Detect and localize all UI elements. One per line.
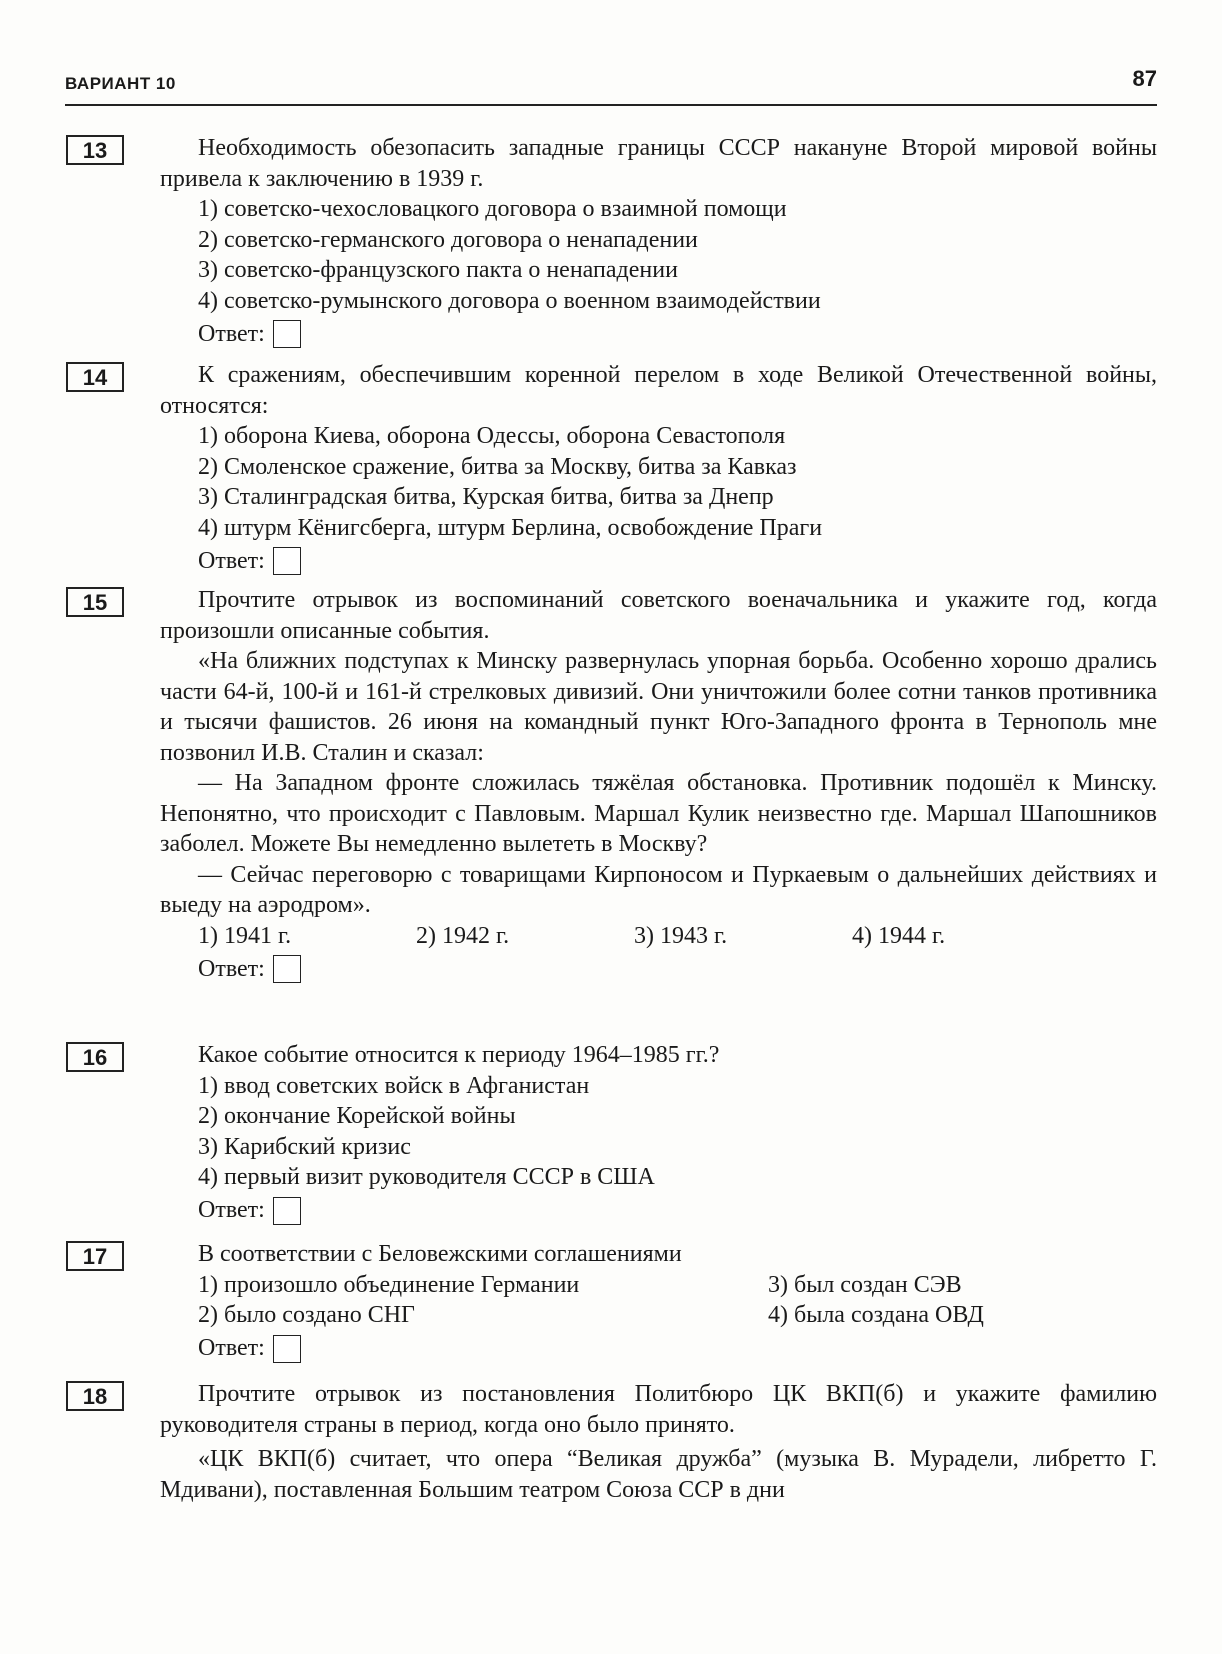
- question-text: Необходимость обезопасить западные границы СССР накануне Второй мировой войны привела к заключению в 1939 г.: [160, 135, 1157, 192]
- option-3: 3) Карибский кризис: [198, 1133, 411, 1160]
- task-body: [160, 1040, 1157, 1229]
- dialog-line-1: — На Западном фронте сложилась тяжёлая обстановка. Противник подошёл к Минску. Непонятно, что происходит с Павловым. Маршал Кулик неизвестно где. Маршал Шапошников заболел. Можете Вы немедленно вылететь в Москву?: [160, 770, 1157, 857]
- question-text: Прочтите отрывок из воспоминаний советского военачальника и укажите год, когда произошли описанные события.: [160, 587, 1157, 644]
- question-text: В соответствии с Беловежскими соглашениями: [198, 1241, 682, 1267]
- task-number: 13: [66, 135, 124, 165]
- task-body: [160, 360, 1157, 579]
- option-1: 1) советско-чехословацкого договора о взаимной помощи: [198, 196, 787, 222]
- answer-row: [160, 316, 1157, 352]
- task-number: 16: [66, 1042, 124, 1072]
- answer-row: [160, 1193, 1157, 1229]
- option-3: 3) был создан СЭВ: [768, 1271, 962, 1298]
- option-3: 3) Сталинградская битва, Курская битва, битва за Днепр: [198, 484, 774, 510]
- option-1: 1) 1941 г.: [198, 922, 292, 949]
- option-2: 2) советско-германского договора о ненападении: [198, 226, 698, 253]
- option-2: 2) окончание Корейской войны: [198, 1103, 516, 1129]
- answer-box[interactable]: [273, 320, 301, 348]
- task-body: [160, 1379, 1157, 1505]
- answer-label: Ответ:: [198, 320, 265, 347]
- page-header: [65, 64, 1157, 106]
- answer-label: Ответ:: [198, 955, 265, 982]
- page-number: 87: [1132, 66, 1157, 91]
- options-row-2: [160, 1300, 1157, 1331]
- task-body: [160, 1239, 1157, 1367]
- answer-row: [160, 951, 1157, 987]
- answer-label: Ответ:: [198, 547, 265, 574]
- variant-label: ВАРИАНТ 10: [65, 74, 176, 93]
- option-2: 2) Смоленское сражение, битва за Москву, битва за Кавказ: [198, 453, 797, 480]
- quote-text: «ЦК ВКП(б) считает, что опера “Великая дружба” (музыка В. Мурадели, либретто Г. Мдивани), поставленная Большим театром Союза ССР в дни: [160, 1446, 1157, 1503]
- option-1: 1) оборона Киева, оборона Одессы, оборона Севастополя: [198, 423, 786, 449]
- task-number: 17: [66, 1241, 124, 1271]
- answer-label: Ответ:: [198, 1335, 265, 1362]
- task-number: 18: [66, 1381, 124, 1411]
- task-body: [160, 585, 1157, 987]
- question-text: Какое событие относится к периоду 1964–1985 гг.?: [198, 1042, 720, 1068]
- option-4: 4) 1944 г.: [852, 922, 946, 949]
- task-number: 14: [66, 362, 124, 392]
- answer-box[interactable]: [273, 955, 301, 983]
- answer-label: Ответ:: [198, 1197, 265, 1224]
- dialog-line-2: — Сейчас переговорю с товарищами Кирпоносом и Пуркаевым о дальнейших действиях и выеду на аэродром».: [160, 861, 1157, 918]
- task-number: 15: [66, 587, 124, 617]
- option-4: 4) была создана ОВД: [768, 1302, 984, 1328]
- option-4: 4) первый визит руководителя СССР в США: [198, 1164, 655, 1190]
- task-body: [160, 133, 1157, 352]
- option-1: 1) произошло объединение Германии: [198, 1271, 580, 1298]
- option-1: 1) ввод советских войск в Афганистан: [198, 1072, 590, 1099]
- option-2: 2) было создано СНГ: [198, 1302, 415, 1328]
- answer-box[interactable]: [273, 1197, 301, 1225]
- question-text: Прочтите отрывок из постановления Политбюро ЦК ВКП(б) и укажите фамилию руководителя страны в период, когда оно было принято.: [160, 1381, 1157, 1438]
- quote-text: «На ближних подступах к Минску развернулась упорная борьба. Особенно хорошо дрались части 64-й, 100-й и 161-й стрелковых дивизий. Они уничтожили более сотни танков противника и тысячи фашистов. 26 июня на командный пункт Юго-Западного фронта в Тернополь мне позвонил И.В. Сталин и сказал:: [160, 648, 1157, 766]
- answer-box[interactable]: [273, 547, 301, 575]
- options-row-1: [160, 1270, 1157, 1301]
- options-row: [160, 921, 1157, 952]
- question-text: К сражениям, обеспечившим коренной перелом в ходе Великой Отечественной войны, относятся:: [160, 362, 1157, 419]
- option-3: 3) советско-французского пакта о ненападении: [198, 257, 678, 283]
- answer-row: [160, 543, 1157, 579]
- answer-row: [160, 1331, 1157, 1367]
- option-2: 2) 1942 г.: [416, 922, 510, 949]
- answer-box[interactable]: [273, 1335, 301, 1363]
- option-4: 4) советско-румынского договора о военном взаимодействии: [198, 287, 821, 314]
- option-3: 3) 1943 г.: [634, 922, 728, 949]
- option-4: 4) штурм Кёнигсберга, штурм Берлина, освобождение Праги: [198, 514, 823, 541]
